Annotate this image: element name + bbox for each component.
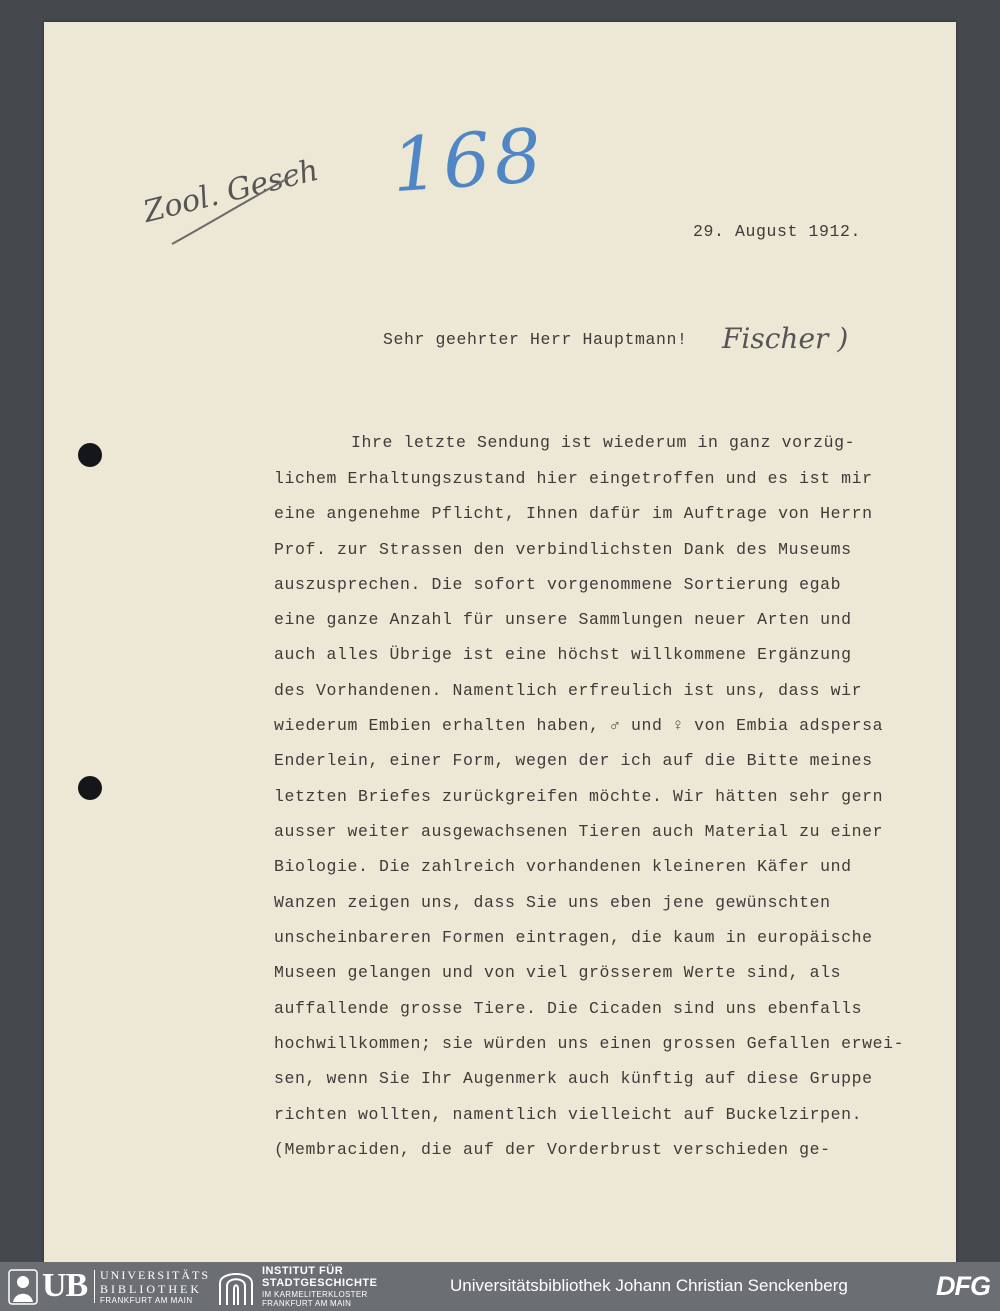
body-line: auffallende grosse Tiere. Die Cicaden sind uns ebenfalls <box>274 999 863 1018</box>
body-line: Enderlein, einer Form, wegen der ich auf die Bitte meines <box>274 751 873 770</box>
punch-hole-lower <box>78 776 102 800</box>
body-line: auszusprechen. Die sofort vorgenommene Sortierung egab <box>274 575 842 594</box>
body-line: letzten Briefes zurückgreifen möchte. Wir hätten sehr gern <box>274 787 884 806</box>
body-line: Museen gelangen und von viel grösserem Werte sind, als <box>274 963 842 982</box>
isg-logo-line4: FRANKFURT AM MAIN <box>262 1299 352 1308</box>
body-line: eine angenehme Pflicht, Ihnen dafür im Auftrage von Herrn <box>274 504 873 523</box>
body-line: (Membraciden, die auf der Vorderbrust verschieden ge- <box>274 1140 831 1159</box>
ub-logo-divider <box>94 1270 95 1303</box>
body-line: Biologie. Die zahlreich vorhandenen kleineren Käfer und <box>274 857 852 876</box>
body-line: richten wollten, namentlich vielleicht auf Buckelzirpen. <box>274 1105 863 1124</box>
institute-arch-icon <box>216 1267 256 1307</box>
handwritten-name-fischer: Fischer ) <box>722 322 849 355</box>
dfg-logo: DFG <box>936 1271 990 1301</box>
isg-logo-line3: IM KARMELITERKLOSTER <box>262 1290 368 1299</box>
body-line: hochwillkommen; sie würden uns einen grossen Gefallen erwei- <box>274 1034 905 1053</box>
body-line: Ihre letzte Sendung ist wiederum in ganz vorzüg- <box>351 433 856 452</box>
ub-logo-line1: UNIVERSITÄTS <box>100 1268 210 1282</box>
ub-logo-line2: BIBLIOTHEK <box>100 1282 202 1296</box>
body-line: lichem Erhaltungszustand hier eingetroffen und es ist mir <box>274 469 873 488</box>
isg-logo-line2: STADTGESCHICHTE <box>262 1277 378 1289</box>
body-line: Wanzen zeigen uns, dass Sie uns eben jene gewünschten <box>274 893 831 912</box>
letter-date: 29. August 1912. <box>693 222 862 241</box>
body-line: sen, wenn Sie Ihr Augenmerk auch künftig auf diese Gruppe <box>274 1069 873 1088</box>
blue-page-number: 168 <box>389 112 549 210</box>
body-line: wiederum Embien erhalten haben, ♂ und ♀ von Embia adspersa <box>274 716 884 735</box>
body-line: eine ganze Anzahl für unsere Sammlungen neuer Arten und <box>274 610 852 629</box>
handwritten-note-zool-gesch: Zool. Gesch <box>140 152 323 230</box>
body-line: unscheinbareren Formen eintragen, die kaum in europäische <box>274 928 873 947</box>
ub-logo-line3: FRANKFURT AM MAIN <box>100 1296 193 1305</box>
body-line: ausser weiter ausgewachsenen Tieren auch Material zu einer <box>274 822 884 841</box>
body-line: des Vorhandenen. Namentlich erfreulich ist uns, dass wir <box>274 681 863 700</box>
portrait-seal-icon <box>8 1269 38 1305</box>
pencil-underline-stroke <box>170 168 300 248</box>
ub-logo-abbr: UB <box>42 1267 88 1304</box>
isg-logo-line1: INSTITUT FÜR <box>262 1265 344 1277</box>
letter-salutation: Sehr geehrter Herr Hauptmann! <box>383 330 688 349</box>
footer-library-name: Universitätsbibliothek Johann Christian Senckenberg <box>450 1276 848 1295</box>
punch-hole-upper <box>78 443 102 467</box>
body-line: Prof. zur Strassen den verbindlichsten Dank des Museums <box>274 540 852 559</box>
body-line: auch alles Übrige ist eine höchst willkommene Ergänzung <box>274 645 852 664</box>
footer-bar <box>0 1262 1000 1311</box>
